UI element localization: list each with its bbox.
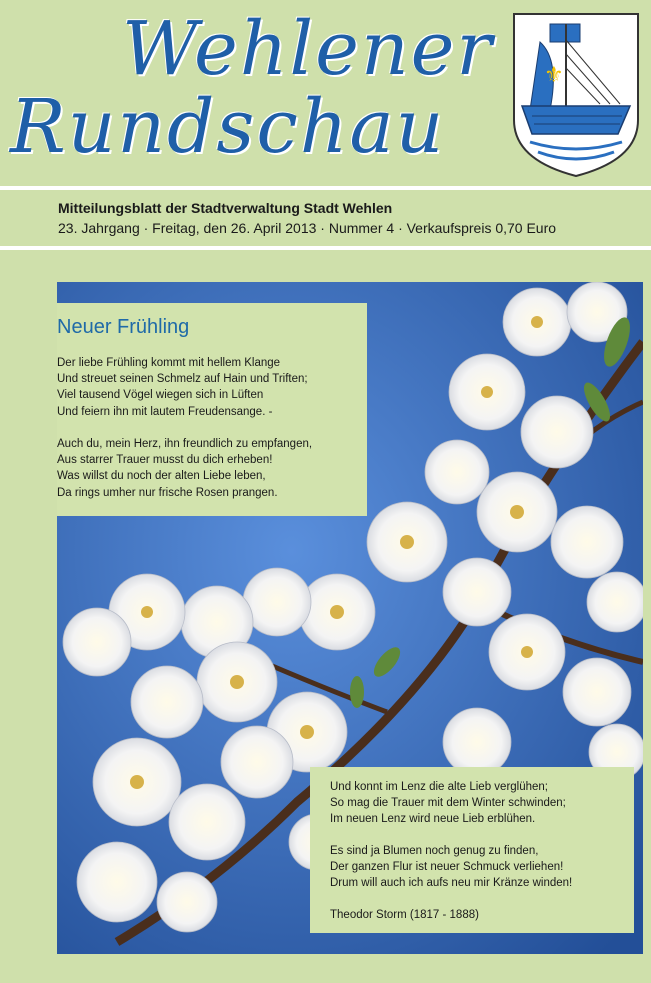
poem-stanza-3: Und konnt im Lenz die alte Lieb verglühen; So mag die Trauer mit dem Winter schwinden; Im neuen Lenz wird neue Lieb erblühen.: [330, 781, 566, 826]
svg-text:⚜: ⚜: [544, 63, 564, 88]
poem-stanza-1: Der liebe Frühling kommt mit hellem Klange Und streuet seinen Schmelz auf Hain und Triften; Viel tausend Vögel wiegen sich in Lüften Und feiern ihn mit lautem Freudensange. -: [57, 357, 308, 418]
poem-box-top: [57, 303, 367, 516]
poem-title-text: Neuer Frühling: [57, 316, 190, 338]
poem-stanza-4: Es sind ja Blumen noch genug zu finden, Der ganzen Flur ist neuer Schmuck verliehen! Drum will auch ich aufs neu mir Kränze winden!: [330, 845, 573, 890]
newspaper-title-line2: Rundschau: [10, 84, 446, 170]
masthead: [0, 0, 651, 186]
divider: [0, 246, 651, 250]
poem-title: [57, 316, 189, 339]
issue-info-line: 23. Jahrgang · Freitag, den 26. April 2013 · Nummer 4 · Verkaufspreis 0,70 Euro: [58, 220, 557, 236]
publisher-line: Mitteilungsblatt der Stadtverwaltung Stadt Wehlen: [58, 200, 393, 216]
poem-box-bottom: [310, 767, 634, 933]
newspaper-title-line1: Wehlener: [122, 6, 494, 92]
poem-stanza-2: Auch du, mein Herz, ihn freundlich zu empfangen, Aus starrer Trauer musst du dich erheben! Was willst du noch der alten Liebe leben, Da rings umher nur frische Rosen prangen.: [57, 438, 313, 499]
subheader: [0, 190, 651, 246]
coat-of-arms-icon: [510, 10, 642, 180]
poem-author: Theodor Storm (1817 - 1888): [330, 909, 479, 921]
